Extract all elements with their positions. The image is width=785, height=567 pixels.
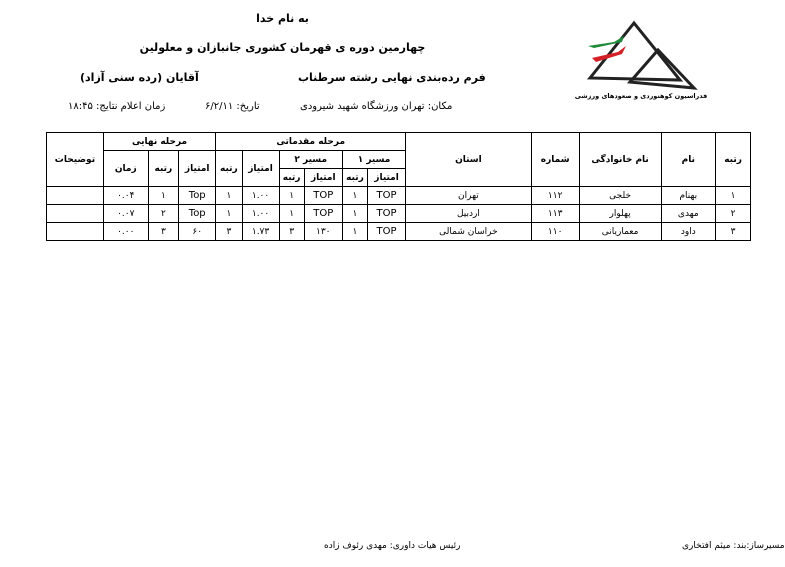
cell-f-time: ۰.۰۰ — [103, 223, 148, 241]
cell-r1-score: TOP — [367, 223, 405, 241]
cell-f-score: Top — [179, 205, 216, 223]
cell-name: مهدی — [661, 205, 716, 223]
cell-r2-score: TOP — [304, 187, 342, 205]
cell-q-score: ۱.۰۰ — [242, 205, 279, 223]
federation-logo-icon — [574, 18, 708, 104]
cell-rank: ۱ — [716, 187, 751, 205]
header-name: نام — [661, 133, 716, 187]
header-notes: توضیحات — [47, 133, 104, 187]
results-table — [46, 132, 751, 241]
header-f-rank: رتبه — [148, 151, 179, 187]
cell-number: ۱۱۰ — [531, 223, 579, 241]
header-rank: رتبه — [716, 133, 751, 187]
cell-r1-score: TOP — [367, 187, 405, 205]
cell-province: تهران — [406, 187, 532, 205]
cell-notes — [47, 187, 104, 205]
cell-q-rank: ۱ — [216, 205, 242, 223]
header-f-score: امتیاز — [179, 151, 216, 187]
cell-r2-rank: ۱ — [279, 187, 304, 205]
date-label: تاریخ: ۶/۲/۱۱ — [205, 101, 260, 112]
header-route1: مسیر ۱ — [342, 151, 405, 169]
chief-judge-label: رئیس هیات داوری: مهدی رئوف زاده — [324, 541, 461, 551]
header-r2-rank: رتبه — [279, 169, 304, 187]
cell-f-rank: ۳ — [148, 223, 179, 241]
cell-f-score: Top — [179, 187, 216, 205]
cell-r2-score: ۱۳۰ — [304, 223, 342, 241]
cell-notes — [47, 223, 104, 241]
cell-r2-rank: ۱ — [279, 205, 304, 223]
cell-f-score: ۶۰ — [179, 223, 216, 241]
logo-caption: فدراسیون کوهنوردی و صعودهای ورزشی — [574, 92, 708, 100]
cell-rank: ۲ — [716, 205, 751, 223]
cell-number: ۱۱۳ — [531, 205, 579, 223]
category-label: آقایان (رده سنی آزاد) — [80, 71, 199, 84]
cell-r1-rank: ۱ — [342, 223, 367, 241]
cell-r1-rank: ۱ — [342, 187, 367, 205]
cell-family: پهلوار — [579, 205, 661, 223]
cell-number: ۱۱۲ — [531, 187, 579, 205]
bismillah-heading: به نام خدا — [256, 12, 309, 25]
table-row — [47, 223, 751, 241]
announce-time-label: زمان اعلام نتایج: ۱۸:۴۵ — [68, 101, 166, 112]
form-title: فرم رده‌بندی نهایی رشته سرطناب — [298, 71, 486, 84]
cell-f-time: ۰.۰۴ — [103, 187, 148, 205]
cell-r2-score: TOP — [304, 205, 342, 223]
event-title: چهارمین دوره ی قهرمان کشوری جانبازان و معلولین — [139, 41, 426, 54]
place-label: مکان: تهران ورزشگاه شهید شیرودی — [300, 101, 453, 112]
table-row — [47, 205, 751, 223]
cell-province: اردبیل — [406, 205, 532, 223]
header-r2-score: امتیاز — [304, 169, 342, 187]
cell-q-score: ۱.۷۳ — [242, 223, 279, 241]
cell-f-rank: ۱ — [148, 187, 179, 205]
header-r1-score: امتیاز — [367, 169, 405, 187]
cell-q-rank: ۱ — [216, 187, 242, 205]
cell-rank: ۳ — [716, 223, 751, 241]
header-province: استان — [406, 133, 532, 187]
cell-f-time: ۰.۰۷ — [103, 205, 148, 223]
header-f-time: زمان — [103, 151, 148, 187]
route-setter-label: مسیرساز:بند: میثم افتخاری — [682, 541, 785, 551]
header-number: شماره — [531, 133, 579, 187]
header-r1-rank: رتبه — [342, 169, 367, 187]
cell-f-rank: ۲ — [148, 205, 179, 223]
cell-r1-score: TOP — [367, 205, 405, 223]
cell-family: خلجی — [579, 187, 661, 205]
cell-r2-rank: ۳ — [279, 223, 304, 241]
table-row — [47, 187, 751, 205]
header-route2: مسیر ۲ — [279, 151, 342, 169]
cell-q-rank: ۳ — [216, 223, 242, 241]
cell-r1-rank: ۱ — [342, 205, 367, 223]
header-qualification: مرحله مقدماتی — [216, 133, 406, 151]
cell-notes — [47, 205, 104, 223]
cell-name: بهنام — [661, 187, 716, 205]
cell-province: خراسان شمالی — [406, 223, 532, 241]
header-final: مرحله نهایی — [103, 133, 215, 151]
cell-name: داود — [661, 223, 716, 241]
cell-family: معماریانی — [579, 223, 661, 241]
header-family: نام خانوادگی — [579, 133, 661, 187]
header-q-rank: رتبه — [216, 151, 242, 187]
header-q-score: امتیاز — [242, 151, 279, 187]
cell-q-score: ۱.۰۰ — [242, 187, 279, 205]
